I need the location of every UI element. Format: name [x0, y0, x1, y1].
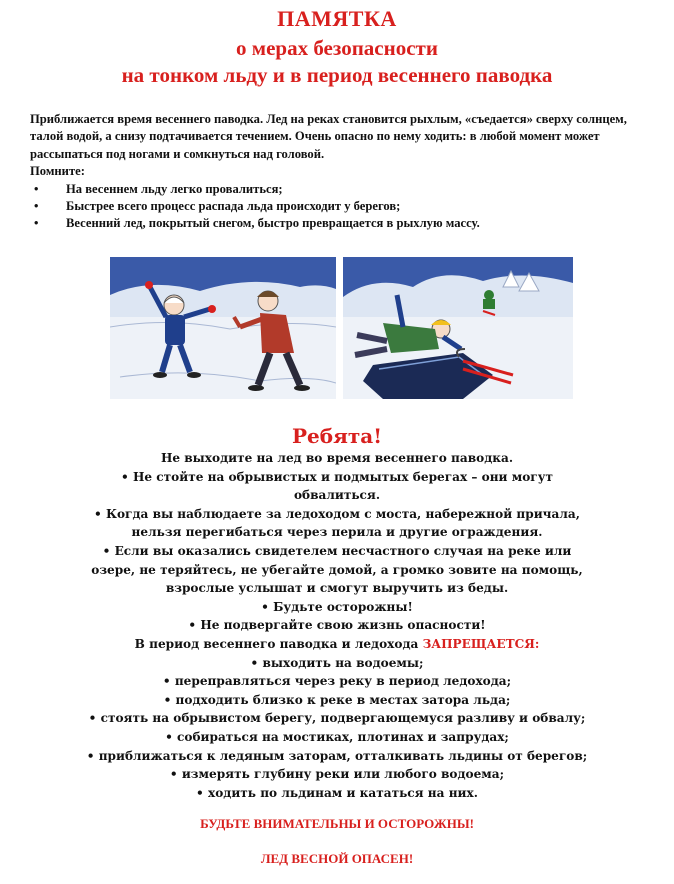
forbidden-item: • собираться на мостиках, плотинах и запрудах;	[165, 729, 509, 744]
rule-line: нельзя перегибаться через перила и другие ограждения.	[131, 525, 543, 540]
list-item-text: Весенний лед, покрытый снегом, быстро превращается в рыхлую массу.	[66, 216, 480, 231]
intro-section	[30, 111, 646, 181]
rule-line: • Если вы оказались свидетелем несчастного случая на реке или	[102, 543, 572, 558]
footer-final: ЛЕД ВЕСНОЙ ОПАСЕН!	[260, 851, 414, 866]
rule-line: • Когда вы наблюдаете за ледоходом с моста, набережной причала,	[94, 506, 580, 521]
list-item	[30, 215, 646, 232]
rule-line: взрослые услышат и смогут выручить из беды.	[165, 581, 509, 596]
rule-line: • Будьте осторожны!	[261, 599, 413, 614]
list-item	[30, 181, 646, 198]
rule-line: • Не подвергайте свою жизнь опасности!	[188, 618, 486, 633]
forbidden-item: • измерять глубину реки или любого водоема;	[169, 767, 505, 782]
forbidden-intro-line	[28, 635, 646, 654]
bullet-icon: •	[34, 216, 39, 231]
forbidden-item: • стоять на обрывистом берегу, подвергающемуся разливу и обвалу;	[88, 711, 586, 726]
forbidden-intro-text: В период весеннего паводка и ледохода	[134, 636, 419, 651]
rule-line: обвалиться.	[293, 488, 381, 503]
kids-heading: Ребята!	[291, 424, 382, 448]
illustration-falling-through-ice	[343, 257, 573, 399]
forbidden-item: • переправляться через реку в период ледохода;	[162, 674, 512, 689]
intro-bullet-list	[30, 181, 646, 233]
rule-line: • Не стойте на обрывистых и подмытых берегах – они могут	[121, 469, 553, 484]
remember-label: Помните:	[30, 164, 85, 179]
page-subtitle-2: на тонком льду и в период весеннего паводка	[121, 63, 553, 87]
safety-rules	[28, 449, 646, 802]
list-item	[30, 198, 646, 215]
footer-warning: БУДЬТЕ ВНИМАТЕЛЬНЫ И ОСТОРОЖНЫ!	[200, 816, 474, 831]
page-subtitle-1: о мерах безопасности	[236, 36, 438, 60]
rule-line: озере, не теряйтесь, не убегайте домой, а громко зовите на помощь,	[91, 562, 583, 577]
forbidden-item: • выходить на водоемы;	[250, 655, 424, 670]
forbidden-item: • ходить по льдинам и кататься на них.	[196, 785, 478, 800]
rule-line: Не выходите на лед во время весеннего паводка.	[160, 451, 514, 465]
page-title: ПАМЯТКА	[277, 6, 397, 31]
illustration-kids-on-ice	[110, 257, 336, 399]
list-item-text: На весеннем льду легко провалиться;	[66, 182, 283, 196]
bullet-icon: •	[34, 199, 39, 214]
intro-paragraph: Приближается время весеннего паводка. Лед на реках становится рыхлым, «съедается» сверху солнцем, талой водой, а снизу подтачивается течением. Очень опасно по нему ходить: в любой момент может рассыпаться под ногами и сомкнуться над головой.	[30, 112, 627, 161]
forbidden-word: ЗАПРЕЩАЕТСЯ:	[422, 636, 540, 651]
bullet-icon: •	[34, 182, 39, 196]
forbidden-item: • приближаться к ледяным заторам, отталкивать льдины от берегов;	[86, 748, 588, 763]
forbidden-item: • подходить близко к реке в местах затора льда;	[163, 692, 511, 707]
list-item-text: Быстрее всего процесс распада льда происходит у берегов;	[66, 199, 401, 214]
